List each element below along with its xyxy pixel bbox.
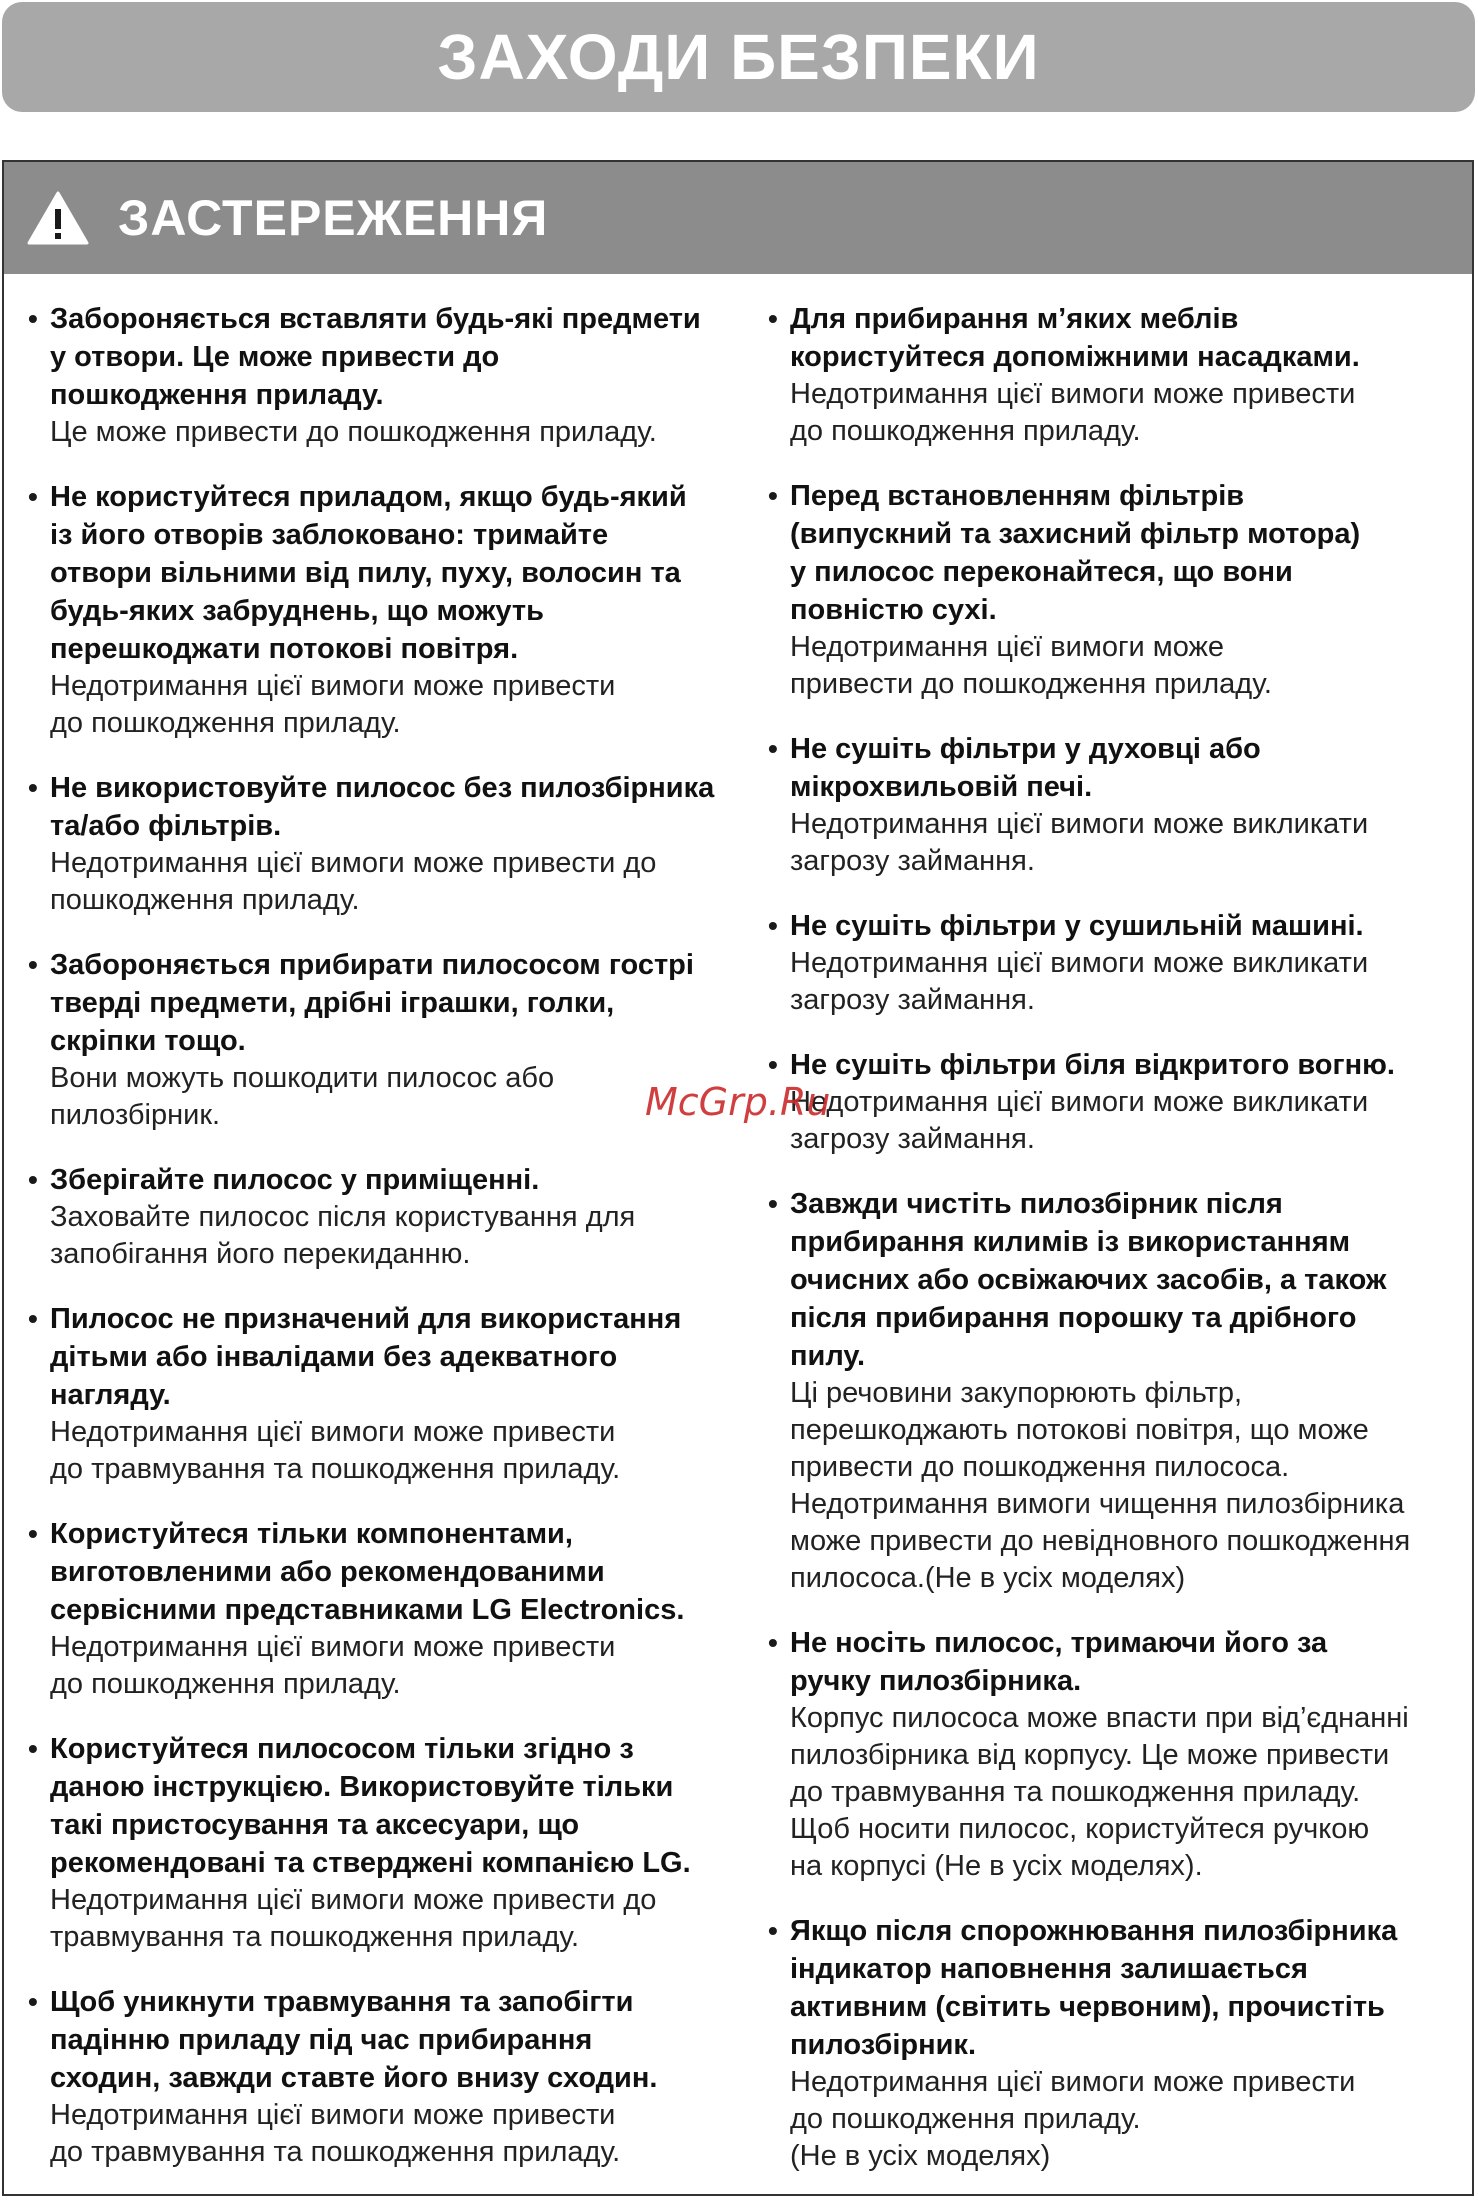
- caution-item: [766, 477, 1468, 703]
- caution-note: Недотримання цієї вимоги може привести до травмування та пошкодження приладу.: [50, 1884, 657, 1953]
- page-title: ЗАХОДИ БЕЗПЕКИ: [437, 21, 1040, 93]
- caution-item: [766, 1046, 1468, 1158]
- caution-note: Недотримання цієї вимоги може викликати загрозу займання.: [790, 808, 1369, 877]
- caution-note: Недотримання цієї вимоги може привести до травмування та пошкодження приладу.: [50, 2099, 621, 2168]
- bullet-icon: •: [768, 1915, 778, 1946]
- caution-note: Ці речовини закупорюють фільтр, перешкоджають потокові повітря, що може привести до пошкодження пилососа. Недотримання вимоги чищення пилозбірника може привести до невідновного пошкодження пилососа.(Не в усіх моделях): [790, 1377, 1411, 1594]
- caution-item: [766, 730, 1468, 880]
- bullet-icon: •: [768, 910, 778, 941]
- caution-heading: Користуйтеся тільки компонентами, виготовленими або рекомендованими сервісними представниками LG Electronics.: [50, 1518, 685, 1626]
- caution-heading: Перед встановленням фільтрів (випускний та захисний фільтр мотора) у пилосос переконайтеся, що вони повністю сухі.: [790, 480, 1361, 626]
- watermark: McGrp.Ru: [645, 1080, 831, 1124]
- caution-heading: Не носіть пилосос, тримаючи його за ручку пилозбірника.: [790, 1627, 1328, 1697]
- caution-note: Недотримання цієї вимоги може привести до пошкодження приладу.: [50, 1631, 616, 1700]
- caution-heading: Пилосос не призначений для використання дітьми або інвалідами без адекватного нагляду.: [50, 1303, 682, 1411]
- caution-item: [26, 1300, 748, 1488]
- caution-item: [26, 946, 748, 1134]
- caution-heading: Забороняється прибирати пилососом гострі тверді предмети, дрібні іграшки, голки, скріпки тощо.: [50, 949, 694, 1057]
- caution-heading: Не використовуйте пилосос без пилозбірника та/або фільтрів.: [50, 772, 715, 842]
- caution-note: Недотримання цієї вимоги може привести до пошкодження приладу.: [50, 670, 616, 739]
- bullet-icon: •: [768, 480, 778, 511]
- caution-heading: Не користуйтеся приладом, якщо будь-який із його отворів заблоковано: тримайте отвори вільними від пилу, пуху, волосин та будь-яких забруднень, що можуть перешкоджати потокові повітря.: [50, 481, 687, 665]
- bullet-icon: •: [28, 1303, 38, 1334]
- bullet-icon: •: [768, 303, 778, 334]
- warning-triangle-icon: [26, 190, 90, 246]
- caution-item: [26, 1515, 748, 1703]
- bullet-icon: •: [28, 303, 38, 334]
- caution-heading: Завжди чистіть пилозбірник після прибирання килимів із використанням очисних або освіжаючих засобів, а також після прибирання порошку та дрібного пилу.: [790, 1188, 1387, 1372]
- caution-frame: [2, 160, 1474, 2196]
- caution-note: Недотримання цієї вимоги може викликати загрозу займання.: [790, 947, 1369, 1016]
- left-column: [26, 300, 748, 2198]
- caution-item: [766, 1912, 1468, 2175]
- caution-heading: Користуйтеся пилососом тільки згідно з даною інструкцією. Використовуйте тільки такі пристосування та аксесуари, що рекомендовані та стверджені компанією LG.: [50, 1733, 691, 1879]
- caution-title: ЗАСТЕРЕЖЕННЯ: [118, 190, 549, 246]
- caution-heading: Зберігайте пилосос у приміщенні.: [50, 1164, 540, 1196]
- bullet-icon: •: [28, 481, 38, 512]
- caution-item: [26, 1161, 748, 1273]
- caution-note: Недотримання цієї вимоги може привести до пошкодження приладу. (Не в усіх моделях): [790, 2066, 1356, 2172]
- caution-heading: Щоб уникнути травмування та запобігти падінню приладу під час прибирання сходин, завжди ставте його внизу сходин.: [50, 1986, 658, 2094]
- caution-note: Це може привести до пошкодження приладу.: [50, 416, 657, 448]
- caution-heading: Забороняється вставляти будь-які предмети у отвори. Це може привести до пошкодження приладу.: [50, 303, 701, 411]
- caution-heading: Не сушіть фільтри у духовці або мікрохвильовій печі.: [790, 733, 1261, 803]
- caution-note: Заховайте пилосос після користування для запобігання його перекиданню.: [50, 1201, 636, 1270]
- caution-item: [766, 300, 1468, 450]
- caution-note: Недотримання цієї вимоги може привести до травмування та пошкодження приладу.: [50, 1416, 621, 1485]
- caution-item: [766, 1185, 1468, 1597]
- caution-note: Недотримання цієї вимоги може привести до пошкодження приладу.: [790, 378, 1356, 447]
- caution-note: Вони можуть пошкодити пилосос або пилозбірник.: [50, 1062, 555, 1131]
- caution-note: Недотримання цієї вимоги може викликати загрозу займання.: [790, 1086, 1369, 1155]
- bullet-icon: •: [28, 1164, 38, 1195]
- caution-item: [26, 478, 748, 742]
- page-header: [2, 2, 1475, 112]
- bullet-icon: •: [768, 1188, 778, 1219]
- caution-heading: Не сушіть фільтри біля відкритого вогню.: [790, 1049, 1395, 1081]
- caution-item: [766, 907, 1468, 1019]
- right-column: [766, 300, 1468, 2202]
- caution-bar: [4, 162, 1472, 274]
- bullet-icon: •: [28, 772, 38, 803]
- bullet-icon: •: [28, 1518, 38, 1549]
- caution-heading: Для прибирання м’яких меблів користуйтеся допоміжними насадками.: [790, 303, 1360, 373]
- bullet-icon: •: [28, 949, 38, 980]
- bullet-icon: •: [768, 1627, 778, 1658]
- caution-heading: Якщо після спорожнювання пилозбірника індикатор наповнення залишається активним (світить червоним), прочистіть пилозбірник.: [790, 1915, 1398, 2061]
- caution-item: [26, 769, 748, 919]
- caution-note: Недотримання цієї вимоги може привести до пошкодження приладу.: [50, 847, 657, 916]
- caution-item: [26, 300, 748, 451]
- bullet-icon: •: [768, 733, 778, 764]
- caution-item: [26, 1983, 748, 2171]
- caution-heading: Не сушіть фільтри у сушильній машині.: [790, 910, 1364, 942]
- bullet-icon: •: [768, 1049, 778, 1080]
- bullet-icon: •: [28, 1986, 38, 2017]
- caution-note: Недотримання цієї вимоги може привести до пошкодження приладу.: [790, 631, 1272, 700]
- caution-note: Корпус пилососа може впасти при від’єднанні пилозбірника від корпусу. Це може привести до травмування та пошкодження приладу. Щоб носити пилосос, користуйтеся ручкою на корпусі (Не в усіх моделях).: [790, 1702, 1409, 1882]
- bullet-icon: •: [28, 1733, 38, 1764]
- caution-item: [26, 1730, 748, 1956]
- caution-item: [766, 1624, 1468, 1885]
